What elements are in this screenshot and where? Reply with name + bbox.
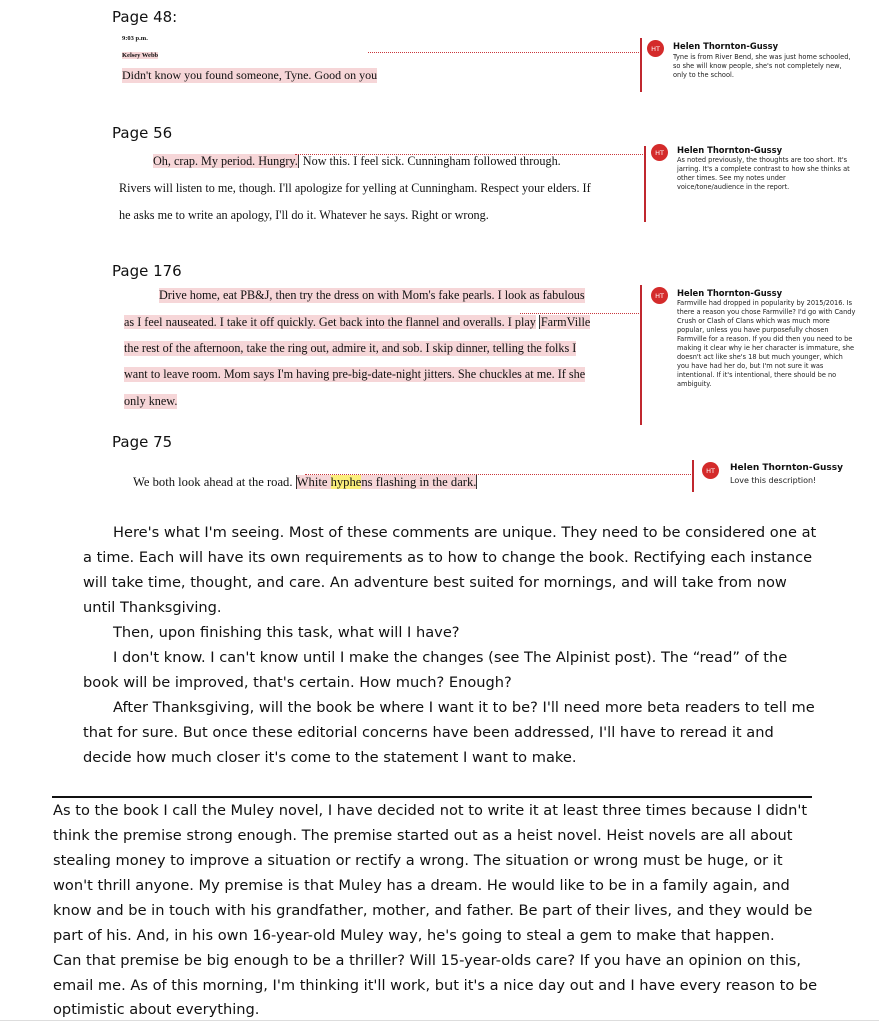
highlighted-text: Oh, crap. My period. Hungry.	[153, 154, 298, 168]
comment-connector	[295, 154, 645, 155]
comment-line: other times. See my notes under	[677, 174, 786, 182]
comment-line: making it clear why ie her character is immature, she	[677, 344, 855, 352]
highlighted-text: as I feel nauseated. I take it off quickly. Get back into the flannel and overalls. I play	[124, 315, 536, 329]
comment-line: Crush or Clash of Clans which was much more	[677, 317, 830, 325]
comment-body	[673, 53, 850, 80]
excerpt-line: only knew.	[124, 394, 178, 408]
yellow-highlighted-text: hyphe	[330, 475, 362, 489]
comment-connector	[368, 52, 641, 53]
excerpt-line: want to leave room. Mom says I'm having pre-big-date-night jitters. She chuckles at me. If she	[124, 367, 586, 381]
comment-author: Helen Thornton-Gussy	[673, 41, 779, 51]
message-speaker: Kelsey Webb	[122, 52, 159, 59]
comment-line: only to the school.	[673, 71, 734, 79]
comment-connector	[305, 474, 693, 475]
commenter-avatar: HT	[651, 287, 668, 304]
comment-line: ambiguity.	[677, 380, 712, 388]
comment-line: Tyne is from River Bend, she was just home schooled,	[673, 53, 851, 61]
comment-line: jarring. It's a complete contrast to how she thinks at	[677, 165, 850, 173]
comment-author: Helen Thornton-Gussy	[677, 145, 783, 155]
paragraph-line: After Thanksgiving, will the book be where I want it to be? I'll need more beta readers to tell me	[113, 699, 815, 716]
excerpt-line: the rest of the afternoon, take the ring out, admire it, and sob. I skip dinner, telling the folks I	[124, 341, 577, 355]
page-75-label: Page 75	[112, 433, 173, 451]
comment-connector	[520, 313, 641, 314]
paragraph-line: will take time, thought, and care. An adventure best suited for mornings, and will take from now	[83, 574, 787, 591]
comment-margin-bar	[640, 285, 642, 425]
excerpt-line	[133, 475, 477, 490]
page-56-label: Page 56	[112, 124, 173, 142]
paragraph-line: email me. As of this morning, I'm thinking it'll work, but it's a nice day out and I have every reason to be	[53, 977, 818, 994]
paragraph-line: know and be in touch with his grandfather, mother, and father. Be part of their lives, and they would be	[53, 902, 813, 919]
commenter-avatar: HT	[651, 144, 668, 161]
excerpt-line	[124, 315, 590, 330]
commenter-avatar: HT	[647, 40, 664, 57]
comment-line: popular, unless you have purposefully chosen	[677, 326, 829, 334]
highlighted-text: White	[296, 475, 331, 489]
comment-body	[677, 156, 850, 192]
comment-margin-bar	[640, 38, 642, 92]
page-bottom-rule	[0, 1020, 879, 1021]
paragraph-line: until Thanksgiving.	[83, 599, 222, 616]
comment-body: Love this description!	[730, 476, 817, 485]
comment-body	[677, 299, 855, 389]
paragraph-line: optimistic about everything.	[53, 1001, 260, 1018]
section-divider	[52, 796, 812, 798]
page-48-label: Page 48:	[112, 8, 178, 26]
comment-margin-bar	[644, 146, 646, 222]
paragraph-line: Then, upon finishing this task, what will I have?	[113, 624, 460, 641]
comment-line: you have had her do, but I'm not sure it was	[677, 362, 824, 370]
comment-line: there a reason you chose Farmville? I'd go with Candy	[677, 308, 856, 316]
paragraph-line: won't thrill anyone. My premise is that Muley has a dream. He would like to be in a family again, and	[53, 877, 790, 894]
paragraph-line: a time. Each will have its own requirements as to how to change the book. Rectifying each instance	[83, 549, 813, 566]
highlighted-text: FarmVille	[540, 315, 591, 329]
excerpt-text: Now this. I feel sick. Cunningham followed through.	[299, 154, 561, 168]
excerpt-text: We both look ahead at the road.	[133, 475, 296, 489]
excerpt-line: he asks me to write an apology, I'll do it. Whatever he says. Right or wrong.	[119, 208, 489, 222]
comment-line: doesn't act like she's 18 but much younger, which	[677, 353, 843, 361]
comment-line: As noted previously, the thoughts are too short. It's	[677, 156, 848, 164]
comment-author: Helen Thornton-Gussy	[730, 463, 843, 473]
comment-author: Helen Thornton-Gussy	[677, 288, 783, 298]
comment-line: Farmville for a reason. If you did then you need to be	[677, 335, 853, 343]
comment-line: intentional. If it's intentional, there should be no	[677, 371, 837, 379]
message-time: 9:03 p.m.	[122, 35, 148, 42]
paragraph-line: that for sure. But once these editorial concerns have been addressed, I'll have to reread it and	[83, 724, 774, 741]
paragraph-line: I don't know. I can't know until I make the changes (see The Alpinist post). The “read” of the	[113, 649, 788, 666]
excerpt-line	[153, 154, 561, 169]
highlighted-text: ns flashing in the dark.	[361, 475, 477, 489]
excerpt-line: Rivers will listen to me, though. I'll apologize for yelling at Cunningham. Respect your elders. If	[119, 181, 591, 195]
paragraph-line: part of his. And, in his own 16-year-old Muley way, he's going to steal a gem to make that happen.	[53, 927, 775, 944]
page-176-label: Page 176	[112, 262, 182, 280]
paragraph-line: think the premise strong enough. The premise started out as a heist novel. Heist novels are all about	[53, 827, 793, 844]
comment-line: so she will know people, she's not completely new,	[673, 62, 842, 70]
paragraph-line: stealing money to improve a situation or rectify a wrong. The situation or wrong must be huge, or it	[53, 852, 783, 869]
paragraph-line: Here's what I'm seeing. Most of these comments are unique. They need to be considered one at	[113, 524, 817, 541]
comment-margin-bar	[692, 460, 694, 492]
comment-line: Farmville had dropped in popularity by 2015/2016. Is	[677, 299, 853, 307]
comment-line: voice/tone/audience in the report.	[677, 183, 790, 191]
excerpt-line: Drive home, eat PB&J, then try the dress on with Mom's fake pearls. I look as fabulous	[159, 288, 585, 302]
paragraph-line: book will be improved, that's certain. How much? Enough?	[83, 674, 512, 691]
paragraph-line: Can that premise be big enough to be a thriller? Will 15-year-olds care? If you have an opinion on this,	[53, 952, 802, 969]
paragraph-line: decide how much closer it's come to the statement I want to make.	[83, 749, 577, 766]
paragraph-line: As to the book I call the Muley novel, I have decided not to write it at least three times because I didn't	[53, 802, 808, 819]
excerpt-line: Didn't know you found someone, Tyne. Good on you	[122, 68, 378, 82]
commenter-avatar: HT	[702, 462, 719, 479]
